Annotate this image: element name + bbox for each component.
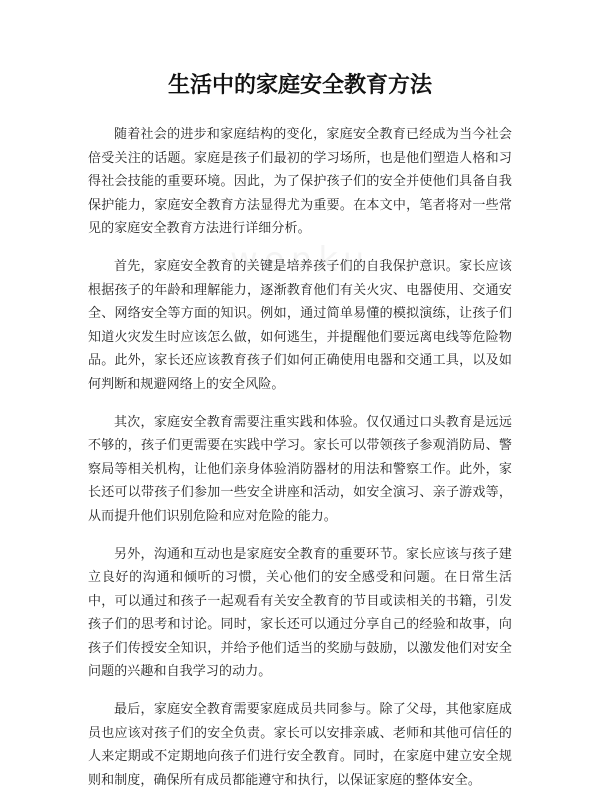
paragraph-second: 其次，家庭安全教育需要注重实践和体验。仅仅通过口头教育是远远不够的，孩子们更需要在实践中学习。家长可以带领孩子参观消防局、警察局等相关机构，让他们亲身体验消防器材的用法和警察工作。此外，家长还可以带孩子们参加一些安全讲座和活动，如安全演习、亲子游戏等，从而提升他们识别危险和应对危险的能力。	[88, 414, 512, 524]
document-title: 生活中的家庭安全教育方法	[167, 73, 432, 98]
paragraph-third: 另外，沟通和互动也是家庭安全教育的重要环节。家长应该与孩子建立良好的沟通和倾听的习惯，关心他们的安全感受和问题。在日常生活中，可以通过和孩子一起观看有关安全教育的节目或读相关的书籍，引发孩子们的思考和讨论。同时，家长还可以通过分享自己的经验和故事，向孩子们传授安全知识，并给予他们适当的奖励与鼓励，以激发他们对安全问题的兴趣和自我学习的动力。	[88, 546, 512, 680]
paragraph-last: 最后，家庭安全教育需要家庭成员共同参与。除了父母，其他家庭成员也应该对孩子们的安全负责。家长可以安排亲戚、老师和其他可信任的人来定期或不定期地向孩子们进行安全教育。同时，在家庭中建立安全规则和制度，确保所有成员都能遵守和执行，以保证家庭的整体安全。	[88, 702, 512, 788]
document-body	[88, 123, 512, 806]
paragraph-first: 首先，家庭安全教育的关键是培养孩子们的自我保护意识。家长应该根据孩子的年龄和理解能力，逐渐教育他们有关火灾、电器使用、交通安全、网络安全等方面的知识。例如，通过简单易懂的模拟演练，让孩子们知道火灾发生时应该怎么做，如何逃生，并提醒他们要远离电线等危险物品。此外，家长还应该教育孩子们如何正确使用电器和交通工具，以及如何判断和规避网络上的安全风险。	[88, 258, 512, 392]
paragraph-intro: 随着社会的进步和家庭结构的变化，家庭安全教育已经成为当今社会倍受关注的话题。家庭是孩子们最初的学习场所，也是他们塑造人格和习得社会技能的重要环境。因此，为了保护孩子们的安全并使他们具备自我保护能力，家庭安全教育方法显得尤为重要。在本文中，笔者将对一些常见的家庭安全教育方法进行详细分析。	[88, 127, 512, 237]
